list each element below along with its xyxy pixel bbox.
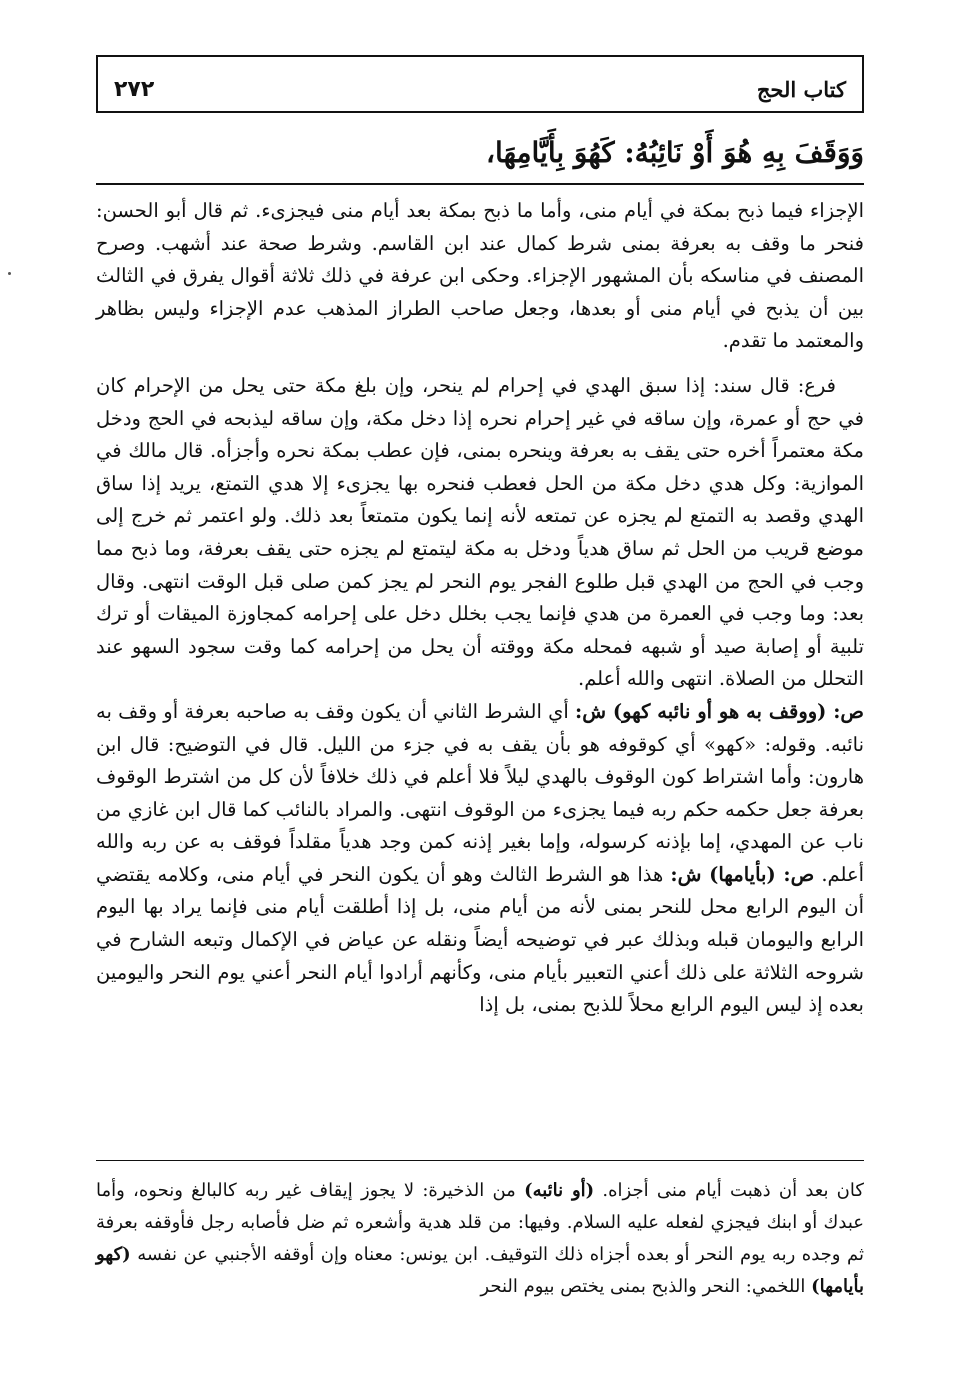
page-number: ٢٧٢ [114,76,155,102]
matn-quote-label: ص: (ووقف به هو أو نائبه كهو) ش: [575,699,864,723]
footnote-text-3: اللخمي: النحر والذبح بمنى يختص بيوم النحر [480,1276,806,1297]
commentary-paragraph-1: الإجزاء فيما ذبح بمكة في أيام منى، وأما ما ذبح بمكة بعد أيام منى فيجزىء. ثم قال أبو الحسن: فنحر ما وقف به بعرفة بمنى شرط كمال عند ابن القاسم. وشرط صحة عند أشهب. وصرح المصنف في مناسكه بأن المشهور الإجزاء. وحكى ابن عرفة في ذلك ثلاثة أقوال يفرق في الثالث بين أن يذبح في أيام منى أو بعدها، وجعل صاحب الطراز المذهب عدم الإجزاء وليس بظاهر والمعتمد ما تقدم. [96,199,864,353]
footnote-text-2: من الذخيرة: لا يجوز إيقاف غير ربه كالبالغ ونحوه، وأما عبدك أو ابنك فيجزي لفعله عليه السلام. وفيها: من قلد هدية وأشعره ثم ضل فأصابه رجل فأوقفه بعرفة ثم وجده ربه يوم النحر أو بعده أجزاه ذلك التوقيف. ابن يونس: معناه وإن أوقفه الأجنبي عن نفسه [96,1180,864,1265]
commentary-paragraph-2: فرع: قال سند: إذا سبق الهدي في إحرام لم ينحر، وإن بلغ مكة حتى يحل من الإحرام كان في حج أو عمرة، وإن ساقه في غير إحرام نحره إذا دخل مكة، وإن ساقه ليذبحه في الحج ودخل مكة معتمراً أخره حتى يقف به بعرفة وينحره بمنى، فإن عطب بمكة نحره وأجزأه. قال مالك في الموازية: وكل هدي دخل مكة من الحل فعطب فنحره بها يجزىء إلا هدي التمتع، يريد إذا ساق الهدي وقصد به التمتع لم يجزه عن تمتعه لأنه إنما يكون متمتعاً بعد ذلك. ولو اعتمر ثم خرج إلى موضع قريب من الحل ثم ساق هدياً ودخل به مكة ليتمتع لم يجزه حتى يقف بعرفة، وما ذبح مما وجب في الحج من الهدي قبل طلوع الفجر يوم النحر لم يجز كمن صلى قبل الوقت انتهى. وقال بعد: وما وجب في العمرة من هدي فإنما يجب بخلل دخل على إحرامه كمجاوزة الميقات أو ترك تلبية أو إصابة صيد أو شبهه فمحله مكة ووقته أن يحل من إحرامه كما وقت سجود السهو عند التحلل من الصلاة. انتهى والله أعلم. [96,373,864,691]
matn-text: وَوَقَفَ بِهِ هُوَ أَوْ نَائِبُهُ: كَهُوَ بِأَيَّامِهَا، [486,136,864,169]
footnote-bold-1: (أو نائبه) [524,1180,595,1201]
margin-dot [8,272,11,275]
matn-divider [96,183,864,185]
footnote-text-1: كان بعد أن ذهبت أيام منى أجزاه. [602,1180,864,1201]
footnote-bold-2: (كهو بأيامها) [96,1244,864,1297]
page-header [96,55,864,113]
commentary-text-a: أي الشرط الثاني أن يكون وقف به صاحبه بعرفة أو وقف به نائبه. وقوله: «كهو» أي كوقوفه هو بأن يقف به في جزء من الليل. قال في التوضيح: قال ابن هارون: وأما اشتراط كون الوقوف بالهدي ليلاً فلا أعلم في ذلك خلافاً لأن كل من اشترط الوقوف بعرفة جعل حكمه حكم ربه فيما يجزىء من الوقوف انتهى. والمراد بالنائب كما قال ابن غازي من ناب عن المهدي، إما بإذنه كرسوله، وإما بغير إذنه كمن وجد هدياً مقلداً فوقف به عن ربه والله أعلم. [96,699,865,886]
matn-quote-label-2: ص: (بأيامها) ش: [670,862,815,886]
commentary-text-b: هذا هو الشرط الثالث وهو أن يكون النحر في أيام منى، وكلامه يقتضي أن اليوم الرابع محل للنحر بمنى لأنه من أيام منى، بل إذا أطلقت أيام منى فإنما يراد بها اليوم الرابع واليومان قبله وبذلك عبر في توضيحه أيضاً ونقله عن عياض في الإكمال وتبعه الشارح في شروحه الثلاثة على ذلك أعني التعبير بأيام منى، وكأنهم أرادوا أيام النحر أعني يوم النحر واليومين بعده إذ ليس اليوم الرابع محلاً للذبح بمنى، بل إذا [96,862,864,1017]
footnotes [96,1175,864,1303]
book-title: كتاب الحج [756,76,846,102]
commentary-paragraph-3 [96,696,864,1022]
footnote-paragraph [96,1175,864,1303]
commentary-body [96,195,864,1022]
footnote-divider [96,1160,864,1161]
